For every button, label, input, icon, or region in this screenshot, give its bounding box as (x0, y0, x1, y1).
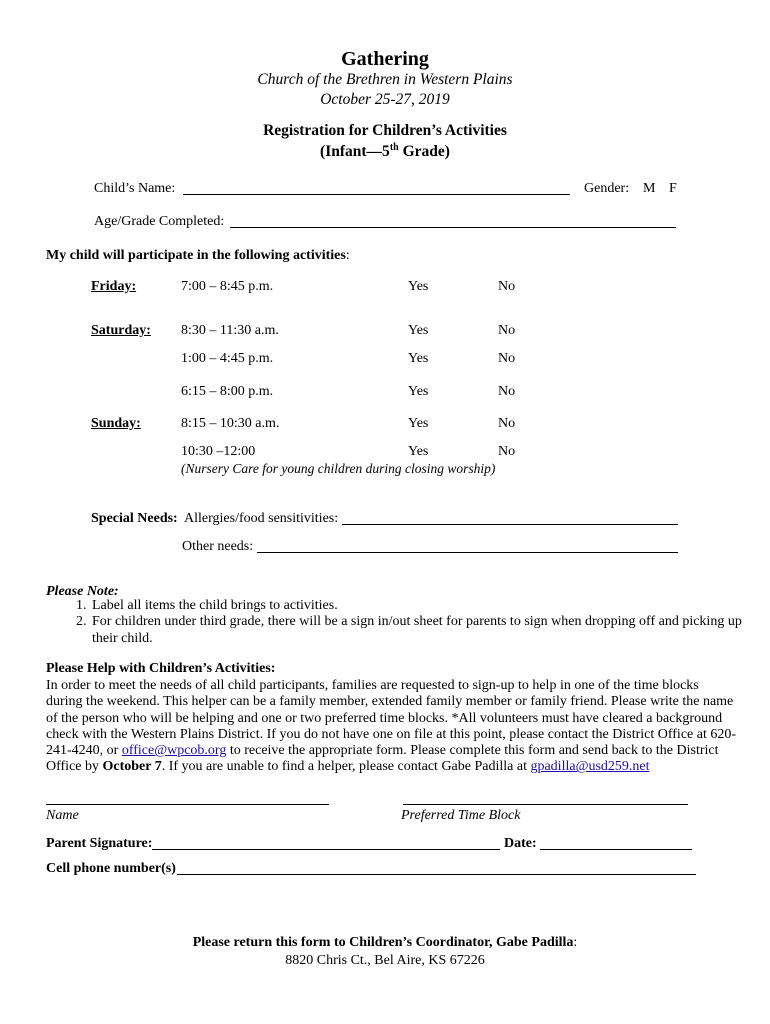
saturday-time-2: 1:00 – 4:45 p.m. (181, 351, 274, 366)
sunday-1-yes[interactable]: Yes (408, 416, 429, 431)
helper-name-field[interactable] (46, 804, 329, 805)
sunday-label: Sunday: (91, 416, 141, 431)
help-text-1: In order to meet the needs of all child participants, families are requested to sign-up to help in one of the time blocks during the weekend. This helper can be a family member, extended family member or family friend. Please write the name of the person who will be helping and one or two preferred time blocks. *All volunteers must have cleared a background check with the Western Plains District. If you do not have one on file at this point, please contact the District Office at 620-241-4240, or (46, 678, 737, 759)
activities-intro-text: My child will participate in the following activities (46, 248, 346, 263)
gabe-email-link[interactable]: gpadilla@usd259.net (530, 759, 650, 775)
saturday-3-yes[interactable]: Yes (408, 384, 429, 399)
sunday-1-no[interactable]: No (498, 416, 516, 431)
child-name-label: Child’s Name: (94, 181, 176, 196)
friday-1-no[interactable]: No (498, 279, 516, 294)
saturday-time-3: 6:15 – 8:00 p.m. (181, 384, 274, 399)
special-needs-label: Special Needs: (91, 511, 178, 526)
help-paragraph (46, 678, 736, 776)
office-email-link[interactable]: office@wpcob.org (121, 743, 227, 759)
nursery-care-note: (Nursery Care for young children during closing worship) (181, 461, 496, 476)
age-grade-field[interactable] (230, 227, 676, 228)
saturday-label: Saturday: (91, 323, 151, 338)
age-grade-label: Age/Grade Completed: (94, 214, 225, 229)
return-instructions (0, 935, 770, 951)
helper-name-label: Name (46, 808, 79, 823)
sunday-time-2: 10:30 –12:00 (181, 444, 256, 459)
sunday-2-no[interactable]: No (498, 444, 516, 459)
allergies-field[interactable] (342, 524, 678, 525)
other-needs-label: Other needs: (182, 539, 254, 554)
parent-signature-label: Parent Signature: (46, 836, 153, 851)
return-text: Please return this form to Children’s Coordinator, Gabe Padilla (192, 935, 574, 950)
page-title: Gathering (341, 48, 429, 70)
return-colon: : (573, 935, 578, 950)
allergies-label: Allergies/food sensitivities: (184, 511, 339, 526)
form-title: Registration for Children’s Activities (263, 122, 507, 139)
notes-heading: Please Note: (46, 584, 119, 599)
note-item: 2. For children under third grade, there will be a sign in/out sheet for parents to sign when dropping off and picking up their child. (90, 614, 770, 647)
grade-range-prefix: (Infant—5 (320, 143, 390, 161)
saturday-time-1: 8:30 – 11:30 a.m. (181, 323, 279, 338)
friday-1-yes[interactable]: Yes (408, 279, 429, 294)
cell-phone-label: Cell phone number(s) (46, 861, 176, 876)
gender-option-f[interactable]: F (669, 181, 677, 196)
gender-label: Gender: (584, 181, 630, 196)
saturday-1-no[interactable]: No (498, 323, 516, 338)
saturday-1-yes[interactable]: Yes (408, 323, 429, 338)
event-dates: October 25-27, 2019 (320, 91, 450, 108)
grade-range-suffix: Grade) (398, 143, 450, 161)
cell-phone-field[interactable] (177, 874, 696, 875)
friday-label: Friday: (91, 279, 137, 294)
saturday-2-no[interactable]: No (498, 351, 516, 366)
sunday-2-yes[interactable]: Yes (408, 444, 429, 459)
gender-option-m[interactable]: M (643, 181, 656, 196)
grade-range-superscript: th (389, 142, 399, 153)
parent-signature-field[interactable] (152, 849, 500, 850)
saturday-3-no[interactable]: No (498, 384, 516, 399)
date-label: Date: (504, 836, 537, 851)
help-text-3: . If you are unable to find a helper, please contact Gabe Padilla at (161, 759, 531, 775)
note-item: 1. Label all items the child brings to activities. (90, 598, 770, 614)
return-address: 8820 Chris Ct., Bel Aire, KS 67226 (285, 953, 485, 968)
activities-intro (46, 248, 350, 264)
deadline-date: October 7 (102, 759, 162, 775)
time-block-field[interactable] (403, 804, 688, 805)
sunday-time-1: 8:15 – 10:30 a.m. (181, 416, 280, 431)
other-needs-field[interactable] (257, 552, 678, 553)
saturday-2-yes[interactable]: Yes (408, 351, 429, 366)
activities-intro-colon: : (345, 248, 350, 263)
notes-list (46, 598, 770, 647)
child-name-field[interactable] (183, 194, 570, 195)
time-block-label: Preferred Time Block (401, 808, 521, 823)
help-heading: Please Help with Children’s Activities: (46, 661, 276, 676)
help-text-2: to receive the appropriate form. Please complete this form and send back to the District Office by (46, 743, 719, 775)
grade-range (0, 142, 770, 161)
friday-time-1: 7:00 – 8:45 p.m. (181, 279, 274, 294)
organization-name: Church of the Brethren in Western Plains (257, 71, 513, 88)
date-field[interactable] (540, 849, 692, 850)
